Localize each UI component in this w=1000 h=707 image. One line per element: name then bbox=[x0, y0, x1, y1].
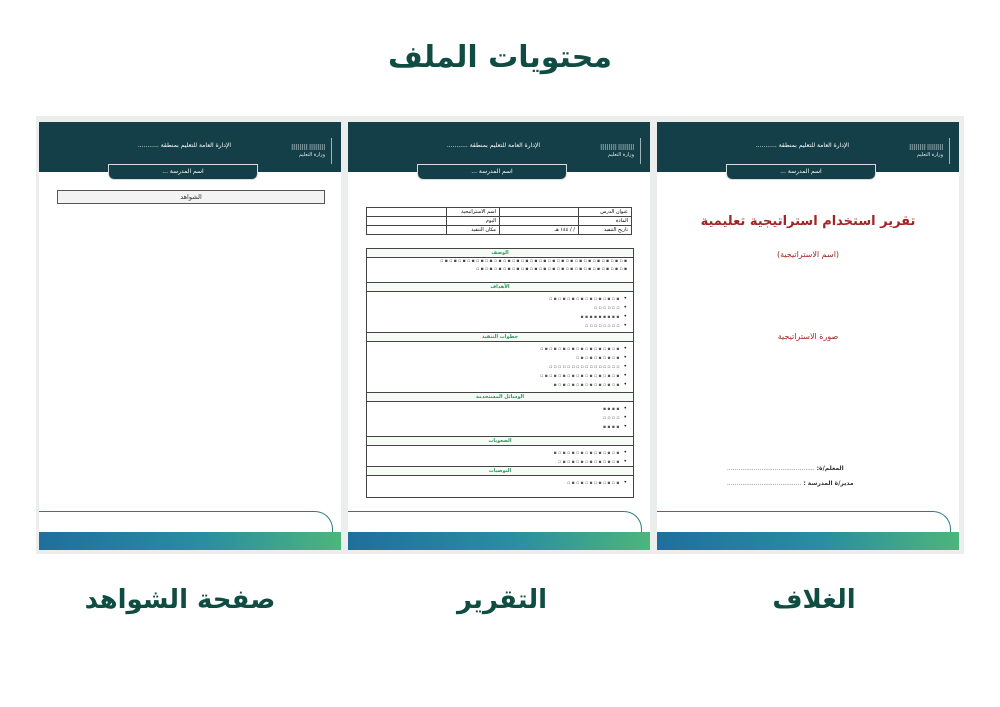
table-cell bbox=[500, 208, 579, 217]
list-item: • ▪ ▫ ▪ ▫ ▪ ▫ ▪ ▫ ▪ ▫ ▪ ▫ ▪ ▫ ▪ ▫ bbox=[367, 294, 627, 303]
bullet-list bbox=[367, 402, 633, 432]
bullet-list bbox=[367, 342, 633, 390]
table-cell: تاريخ التنفيذ bbox=[579, 226, 632, 235]
table-row bbox=[367, 217, 632, 226]
list-item: • ▪ ▫ ▪ ▫ ▪ ▫ ▪ ▫ ▪ ▫ ▪ ▫ ▪ ▫ ▪ bbox=[367, 380, 627, 389]
list-item: • ▫ ▫ ▫ ▫ ▫ ▫ ▫ ▫ ▫ ▫ ▫ ▫ ▫ ▫ ▫ ▫ bbox=[367, 362, 627, 371]
caption-cover: الغلاف bbox=[772, 585, 856, 615]
logo-text: وزارة التعليم bbox=[916, 151, 943, 158]
logo-mark-icon: ⠿⠿⠿⠿ ⠿⠿⠿⠿ bbox=[599, 143, 634, 152]
table-cell bbox=[367, 208, 447, 217]
bullet-list bbox=[367, 446, 633, 467]
principal-signature bbox=[727, 480, 854, 487]
page-footer bbox=[348, 518, 650, 550]
list-item: • ▫ ▫ ▫ ▫ bbox=[367, 413, 627, 422]
teacher-dots: .............................................. bbox=[727, 465, 815, 472]
description-section bbox=[366, 248, 634, 284]
list-item: • ▫ ▫ ▫ ▫ ▫ ▫ bbox=[367, 303, 627, 312]
table-cell bbox=[500, 217, 579, 226]
school-name-tab: اسم المدرسة ... bbox=[108, 164, 258, 180]
logo-text: وزارة التعليم bbox=[298, 151, 325, 158]
teacher-label: المعلم/ة: bbox=[816, 465, 844, 472]
page-footer bbox=[39, 518, 341, 550]
footer-arc bbox=[657, 511, 951, 532]
section-title: الأهداف bbox=[367, 283, 633, 292]
section-title: الوصف bbox=[367, 249, 633, 258]
footer-arc bbox=[348, 511, 642, 532]
bullet-list bbox=[367, 292, 633, 331]
objectives-section bbox=[366, 282, 634, 334]
teacher-signature bbox=[727, 465, 844, 472]
list-item: • ▪ ▫ ▪ ▫ ▪ ▫ ▪ ▫ ▪ ▫ ▪ ▫ ▪ ▫ bbox=[367, 457, 627, 466]
school-name-tab: اسم المدرسة ... bbox=[417, 164, 567, 180]
difficulties-section bbox=[366, 436, 634, 468]
list-item: • ▪ ▫ ▪ ▫ ▪ ▫ ▪ ▫ ▪ ▫ ▪ ▫ ▪ ▫ ▪ bbox=[367, 448, 627, 457]
tools-section bbox=[366, 392, 634, 438]
footer-arc bbox=[39, 511, 333, 532]
caption-evidence: صفحة الشواهد bbox=[84, 585, 276, 615]
table-cell: / / ١٤٤ هـ bbox=[500, 226, 579, 235]
list-item: • ▫ ▫ ▫ ▫ ▫ ▫ ▫ ▫ bbox=[367, 321, 627, 330]
logo-mark-icon: ⠿⠿⠿⠿ ⠿⠿⠿⠿ bbox=[908, 143, 943, 152]
lesson-info-table bbox=[366, 207, 632, 235]
steps-section bbox=[366, 332, 634, 394]
table-row bbox=[367, 226, 632, 235]
list-item: • ▪ ▫ ▪ ▫ ▪ ▫ ▪ ▫ ▪ ▫ bbox=[367, 353, 627, 362]
strategy-image-label: صورة الاستراتيجية bbox=[777, 332, 839, 341]
footer-band bbox=[657, 532, 959, 550]
list-item: • ▪ ▪ ▪ ▪ ▪ ▪ ▪ ▪ ▪ bbox=[367, 312, 627, 321]
logo-text: وزارة التعليم bbox=[607, 151, 634, 158]
list-item: • ▪ ▪ ▪ ▪ bbox=[367, 404, 627, 413]
text-line: ▪ ▫ ▪ ▫ ▪ ▫ ▪ ▫ ▪ ▫ ▪ ▫ ▪ ▫ ▪ ▫ ▪ ▫ ▪ ▫ ▪ ▫ ▪ ▫ ▪ ▫ ▪ ▫ ▪ ▫ ▪ ▫ ▪ ▫ bbox=[476, 267, 627, 272]
school-name-tab: اسم المدرسة ... bbox=[726, 164, 876, 180]
section-title: الوسائل المستخدمة bbox=[367, 393, 633, 402]
table-cell bbox=[367, 226, 447, 235]
bullet-list bbox=[367, 476, 633, 488]
cover-page bbox=[657, 122, 959, 550]
table-row bbox=[367, 208, 632, 217]
section-title: الصعوبات bbox=[367, 437, 633, 446]
page-footer bbox=[657, 518, 959, 550]
logo-mark-icon: ⠿⠿⠿⠿ ⠿⠿⠿⠿ bbox=[290, 143, 325, 152]
table-cell: عنوان الدرس bbox=[579, 208, 632, 217]
cover-title: تقرير استخدام استراتيجية تعليمية bbox=[700, 214, 916, 229]
region-label: الإدارة العامة للتعليم بمنطقة ........... bbox=[446, 142, 540, 149]
text-line: ▪ ▫ ▪ ▫ ▪ ▫ ▪ ▫ ▪ ▫ ▪ ▫ ▪ ▫ ▪ ▫ ▪ ▫ ▪ ▫ ▪ ▫ ▪ ▫ ▪ ▫ ▪ ▫ ▪ ▫ ▪ ▫ ▪ ▫ ▪ ▫ ▪ ▫ ▪ ▫ ▪ ▫ bbox=[440, 259, 627, 264]
report-page bbox=[348, 122, 650, 550]
list-item: • ▪ ▫ ▪ ▫ ▪ ▫ ▪ ▫ ▪ ▫ ▪ ▫ bbox=[367, 478, 627, 487]
section-title: التوصيات bbox=[367, 467, 633, 476]
caption-report: التقرير bbox=[456, 585, 548, 615]
list-item: • ▪ ▫ ▪ ▫ ▪ ▫ ▪ ▫ ▪ ▫ ▪ ▫ ▪ ▫ ▪ ▫ ▪ ▫ bbox=[367, 344, 627, 353]
table-cell: مكان التنفيذ bbox=[447, 226, 500, 235]
table-cell bbox=[367, 217, 447, 226]
region-label: الإدارة العامة للتعليم بمنطقة ........... bbox=[137, 142, 231, 149]
page-title: محتويات الملف bbox=[387, 40, 612, 75]
principal-dots: ....................................... bbox=[727, 480, 802, 487]
strategy-name: (اسم الاستراتيجية) bbox=[776, 250, 840, 259]
footer-band bbox=[39, 532, 341, 550]
principal-label: مدير/ة المدرسة : bbox=[803, 480, 854, 487]
list-item: • ▪ ▪ ▪ ▪ bbox=[367, 422, 627, 431]
list-item: • ▪ ▫ ▪ ▫ ▪ ▫ ▪ ▫ ▪ ▫ ▪ ▫ ▪ ▫ ▪ ▫ ▪ ▫ bbox=[367, 371, 627, 380]
table-cell: المادة bbox=[579, 217, 632, 226]
table-cell: اسم الاستراتيجية bbox=[447, 208, 500, 217]
footer-band bbox=[348, 532, 650, 550]
section-title: خطوات التنفيذ bbox=[367, 333, 633, 342]
region-label: الإدارة العامة للتعليم بمنطقة ........... bbox=[755, 142, 849, 149]
evidence-heading: الشواهد bbox=[57, 190, 325, 204]
evidence-page bbox=[39, 122, 341, 550]
table-cell: اليوم bbox=[447, 217, 500, 226]
recommendations-section bbox=[366, 466, 634, 498]
